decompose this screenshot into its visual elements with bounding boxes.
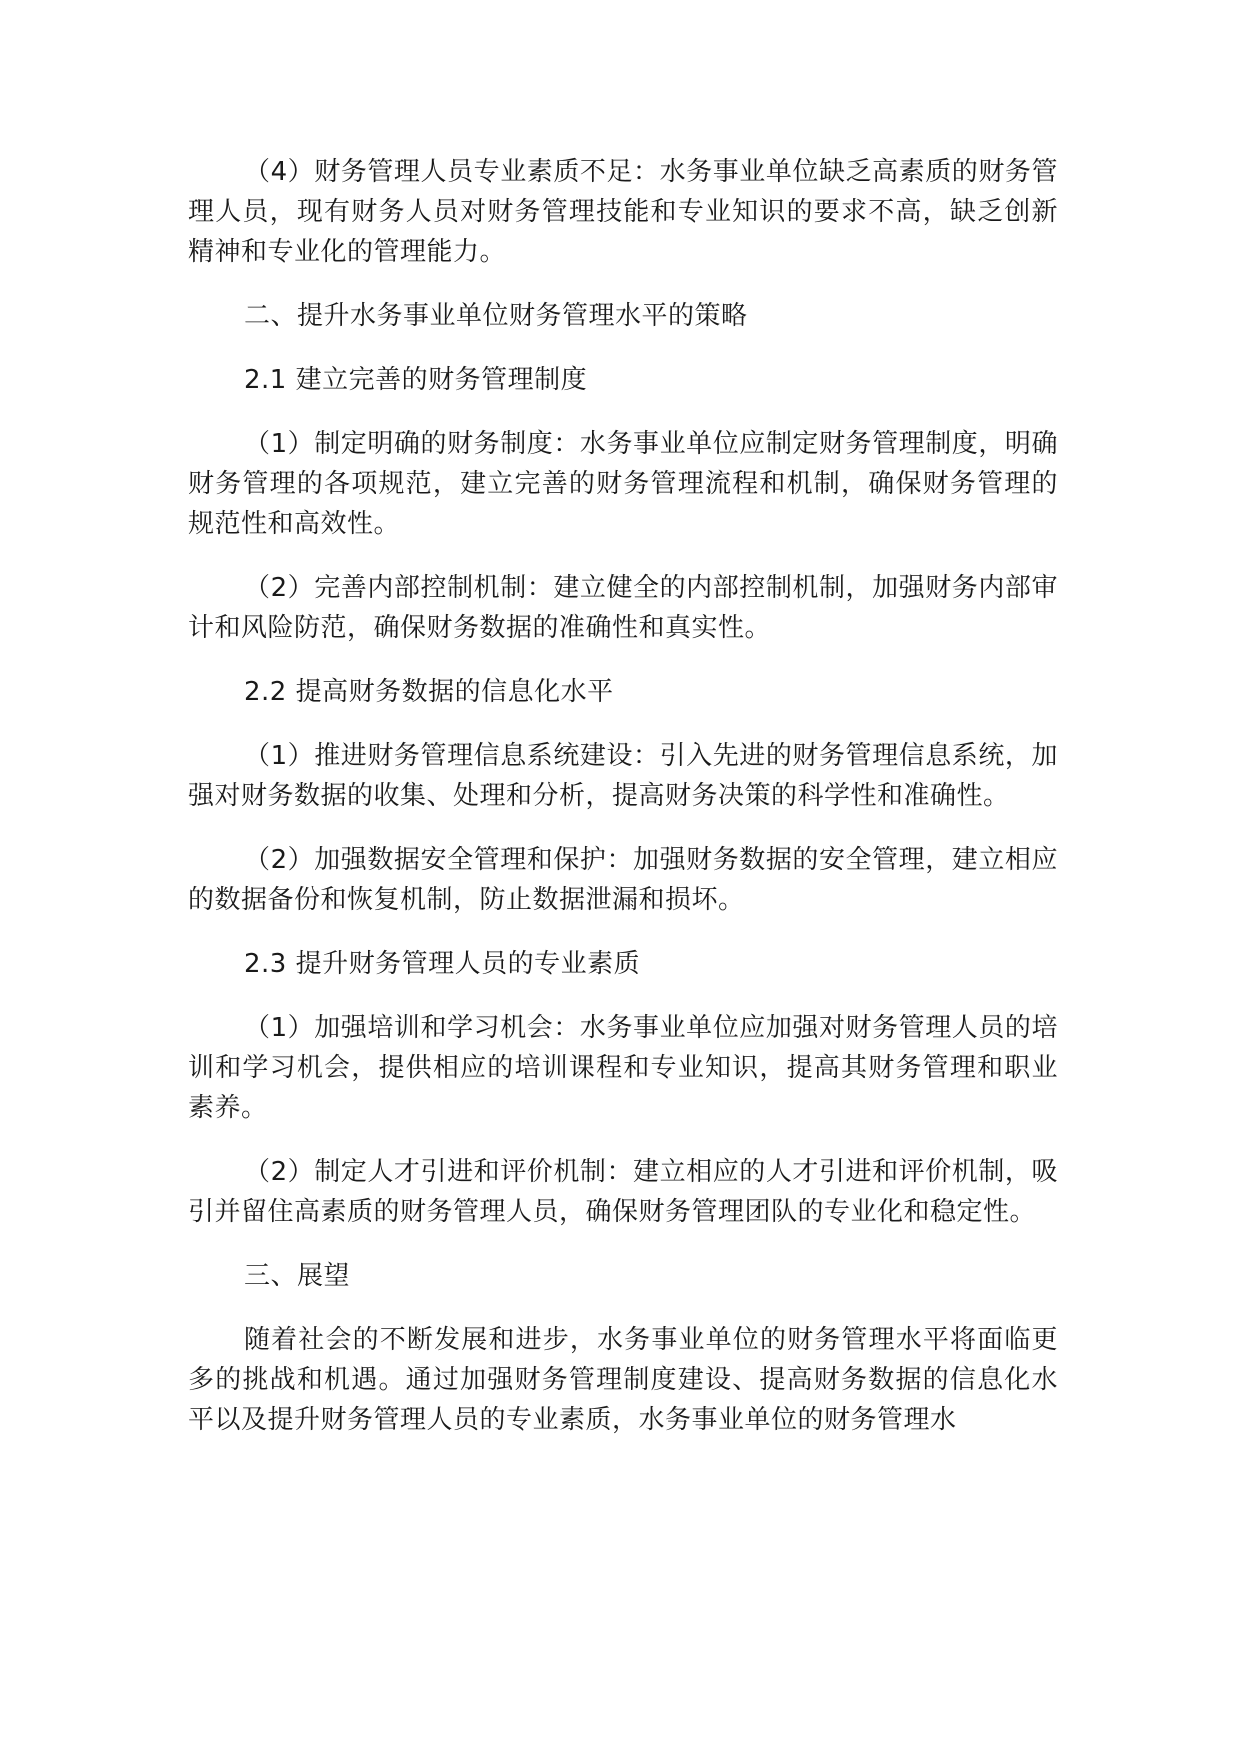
paragraph-2-3-item-2: （2）制定人才引进和评价机制：建立相应的人才引进和评价机制，吸引并留住高素质的财务管理人员，确保财务管理团队的专业化和稳定性。 [188, 1157, 1058, 1227]
paragraph-2-1-item-1: （1）制定明确的财务制度：水务事业单位应制定财务管理制度，明确财务管理的各项规范，建立完善的财务管理流程和机制，确保财务管理的规范性和高效性。 [188, 429, 1058, 539]
paragraph-2-3-item-1: （1）加强培训和学习机会：水务事业单位应加强对财务管理人员的培训和学习机会，提供相应的培训课程和专业知识，提高其财务管理和职业素养。 [188, 1013, 1058, 1123]
section-heading-strategies: 二、提升水务事业单位财务管理水平的策略 [244, 301, 748, 331]
paragraph-2-2-item-1: （1）推进财务管理信息系统建设：引入先进的财务管理信息系统，加强对财务数据的收集、处理和分析，提高财务决策的科学性和准确性。 [188, 741, 1058, 811]
subsection-heading-2-2: 2.2 提高财务数据的信息化水平 [244, 677, 614, 707]
paragraph-outlook: 随着社会的不断发展和进步，水务事业单位的财务管理水平将面临更多的挑战和机遇。通过加强财务管理制度建设、提高财务数据的信息化水平以及提升财务管理人员的专业素质，水务事业单位的财务管理水 [188, 1325, 1058, 1435]
section-heading-outlook: 三、展望 [244, 1261, 351, 1291]
subsection-heading-2-1: 2.1 建立完善的财务管理制度 [244, 365, 588, 395]
paragraph-2-1-item-2: （2）完善内部控制机制：建立健全的内部控制机制，加强财务内部审计和风险防范，确保财务数据的准确性和真实性。 [188, 573, 1058, 643]
paragraph-staff-quality: （4）财务管理人员专业素质不足：水务事业单位缺乏高素质的财务管理人员，现有财务人员对财务管理技能和专业知识的要求不高，缺乏创新精神和专业化的管理能力。 [188, 157, 1058, 267]
document-body [188, 152, 1058, 1464]
subsection-heading-2-3: 2.3 提升财务管理人员的专业素质 [244, 949, 641, 979]
paragraph-2-2-item-2: （2）加强数据安全管理和保护：加强财务数据的安全管理，建立相应的数据备份和恢复机制，防止数据泄漏和损坏。 [188, 845, 1058, 915]
